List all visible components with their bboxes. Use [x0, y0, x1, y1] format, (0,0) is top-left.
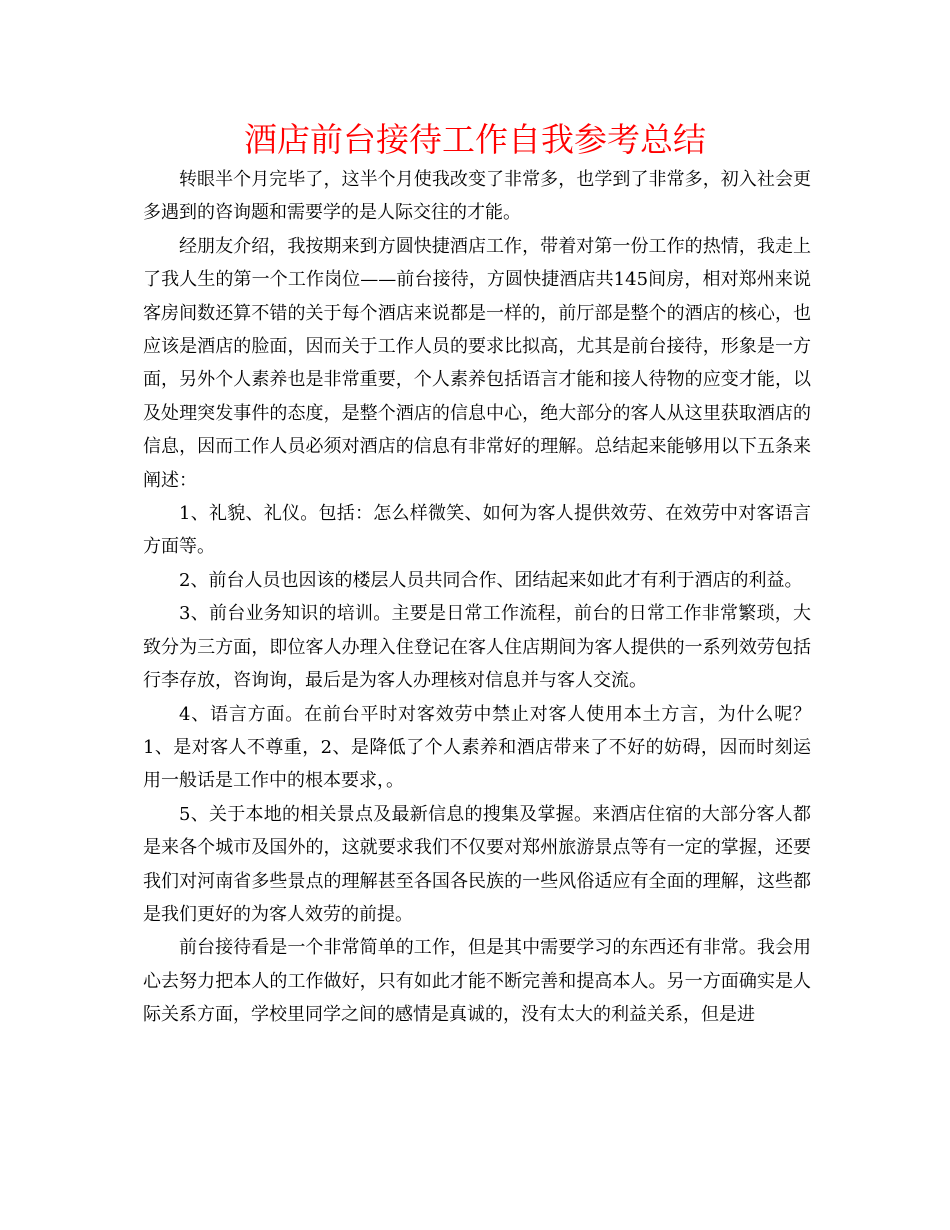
paragraph-conclusion: 前台接待看是一个非常简单的工作，但是其中需要学习的东西还有非常。我会用心去努力把本人的工作做好，只有如此才能不断完善和提高本人。另一方面确实是人际关系方面，学校里同学之间的感情是真诚的，没有太大的利益关系，但是进	[143, 937, 811, 1026]
document-body	[143, 163, 811, 1032]
paragraph-point-1: 1、礼貌、礼仪。包括：怎么样微笑、如何为客人提供效劳、在效劳中对客语言方面等。	[143, 503, 811, 558]
paragraph-intro: 转眼半个月完毕了，这半个月使我改变了非常多，也学到了非常多，初入社会更多遇到的咨询题和需要学的是人际交往的才能。	[143, 169, 811, 224]
document-title: 酒店前台接待工作自我参考总结	[244, 120, 706, 159]
paragraph-background: 经朋友介绍，我按期来到方圆快捷酒店工作，带着对第一份工作的热情，我走上了我人生的第一个工作岗位——前台接待，方圆快捷酒店共145间房，相对郑州来说客房间数还算不错的关于每个酒店来说都是一样的，前厅部是整个的酒店的核心，也应该是酒店的脸面，因而关于工作人员的要求比拟高，尤其是前台接待，形象是一方面，另外个人素养也是非常重要，个人素养包括语言才能和接人待物的应变才能，以及处理突发事件的态度，是整个酒店的信息中心，绝大部分的客人从这里获取酒店的信息，因而工作人员必须对酒店的信息有非常好的理解。总结起来能够用以下五条来阐述：	[143, 235, 811, 491]
paragraph-point-5: 5、关于本地的相关景点及最新信息的搜集及掌握。来酒店住宿的大部分客人都是来各个城市及国外的，这就要求我们不仅要对郑州旅游景点等有一定的掌握，还要我们对河南省多些景点的理解甚至各国各民族的一些风俗适应有全面的理解，这些都是我们更好的为客人效劳的前提。	[143, 803, 811, 925]
paragraph-point-2: 2、前台人员也因该的楼层人员共同合作、团结起来如此才有利于酒店的利益。	[179, 569, 803, 591]
paragraph-point-3: 3、前台业务知识的培训。主要是日常工作流程，前台的日常工作非常繁琐，大致分为三方面，即位客人办理入住登记在客人住店期间为客人提供的一系列效劳包括行李存放，咨询询，最后是为客人办理核对信息并与客人交流。	[143, 603, 811, 692]
paragraph-point-4: 4、语言方面。在前台平时对客效劳中禁止对客人使用本土方言，为什么呢？1、是对客人不尊重，2、是降低了个人素养和酒店带来了不好的妨碍，因而时刻运用一般话是工作中的根本要求，。	[143, 703, 811, 792]
